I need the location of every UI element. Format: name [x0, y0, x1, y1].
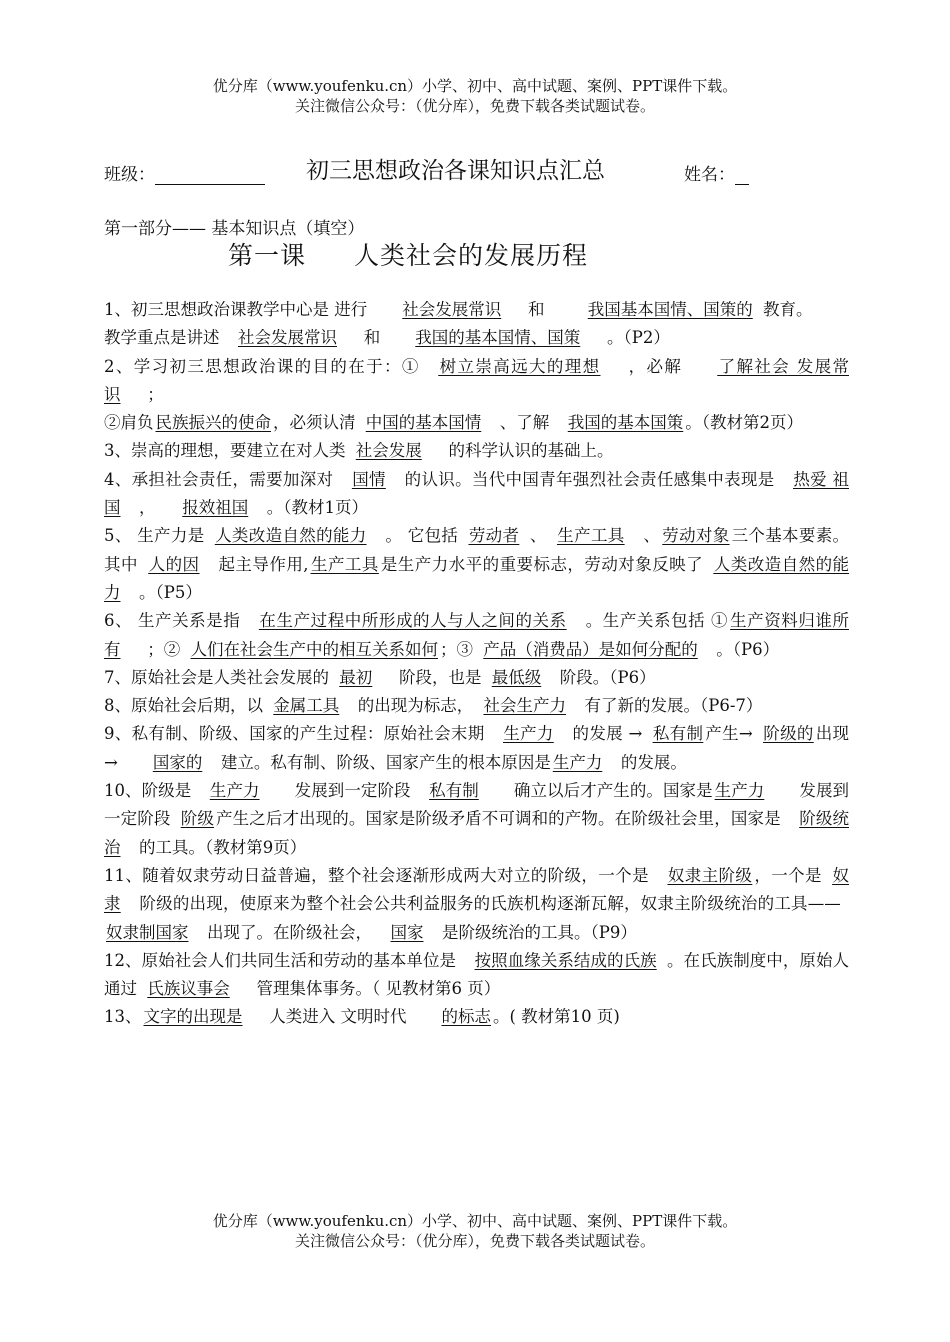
item-12: [104, 947, 849, 1004]
text: 的工具。（教材第9页）: [139, 837, 307, 857]
item-7: [104, 664, 849, 692]
class-blank: [155, 168, 265, 185]
name-label: 姓名：: [684, 165, 735, 185]
answer: 文字的出现是: [143, 1007, 243, 1027]
text: 的发展。: [620, 752, 687, 772]
answer: 热爱 祖国: [104, 469, 849, 518]
lesson-name: 人类社会的发展历程: [354, 241, 589, 270]
text: ，: [139, 498, 156, 518]
text: 产生→: [705, 724, 753, 744]
answer: 产品（消费品）是如何分配的: [483, 639, 698, 659]
item-11: [104, 862, 849, 947]
text: 9、私有制、阶级、国家的产生过程：原始社会末期: [104, 724, 485, 744]
item-4: [104, 466, 849, 523]
class-label: 班级：: [104, 165, 155, 185]
text: 的出现为标志，: [357, 696, 474, 716]
item-6: [104, 607, 849, 664]
answer: 生产力: [503, 724, 554, 744]
answer: 社会发展常识: [238, 328, 337, 348]
text: 人类进入 文明时代: [269, 1007, 407, 1027]
lesson-number: 第一课: [228, 241, 307, 270]
page-header: [0, 76, 950, 116]
text: 。（P2）: [607, 328, 670, 348]
item-8: [104, 692, 849, 720]
text: 、: [643, 526, 661, 546]
text: 发展到一定阶段: [104, 781, 849, 829]
answer: 民族振兴的使命: [155, 413, 271, 433]
text: ；②: [147, 639, 181, 659]
item-2-cont: [104, 409, 849, 437]
answer: 生产力: [714, 781, 765, 801]
answer: 我国的基本国情、国策: [415, 328, 581, 348]
text: 的科学认识的基础上。: [448, 441, 614, 461]
answer: 在生产过程中所形成的人与人之间的关系: [258, 611, 567, 631]
text: 发展到一定阶段: [294, 781, 411, 801]
answer: 社会发展: [355, 441, 422, 461]
item-3: [104, 437, 849, 465]
text: 教育。: [763, 300, 813, 319]
answer: 奴隶: [104, 865, 850, 914]
answer: 最低级: [491, 667, 542, 687]
text: 的发展 →: [572, 724, 643, 744]
answer: 我国的基本国策: [567, 413, 684, 433]
text: 阶级的出现，使原来为整个社会公共利益服务的氏族机构逐渐瓦解，奴隶主阶级统治的工具——: [139, 894, 841, 914]
text: 出现了。在阶级社会，: [207, 922, 372, 942]
text: 。( 教材第10 页): [493, 1007, 620, 1027]
text: ②肩负: [104, 413, 154, 433]
text: 、: [529, 526, 547, 546]
answer: 国家的: [152, 752, 203, 772]
answer: 生产工具: [310, 554, 379, 574]
answer: 人的因: [148, 554, 200, 574]
item-13: [104, 1003, 849, 1031]
text: 10、阶级是: [104, 781, 192, 801]
text: 。（教材1页）: [266, 498, 368, 518]
answer: 国情: [351, 469, 386, 489]
text: 6、 生产关系是指: [104, 611, 241, 631]
item-1-cont: [104, 324, 849, 352]
text: ；③: [440, 639, 473, 659]
answer: 了解社会 发展常识: [104, 356, 849, 404]
text: 起主导作用,: [218, 554, 309, 574]
answer: 最初: [339, 667, 373, 687]
answer: 金属工具: [273, 696, 340, 716]
header-line-1: 优分库（www.youfenku.cn）小学、初中、高中试题、案例、PPT课件下载。: [212, 77, 738, 95]
name-field: [684, 160, 749, 185]
text: 阶段，也是: [399, 667, 482, 687]
text: 建立。私有制、阶级、国家产生的根本原因是: [220, 752, 551, 772]
answer: 生产力: [552, 752, 603, 772]
answer: 人类改造自然的能力: [104, 554, 850, 602]
answer: 生产力: [209, 781, 260, 801]
text: 1、初三思想政治课教学中心是 进行: [104, 300, 368, 319]
answer: 国家: [390, 922, 424, 942]
text: 7、原始社会是人类社会发展的: [104, 667, 329, 687]
footer-line-2: 关注微信公众号：（优分库），免费下载各类试题试卷。: [294, 1232, 655, 1250]
text: 。（P5）: [139, 582, 202, 602]
text: 管理集体事务。（ 见教材第6 页）: [256, 979, 501, 999]
class-field: [104, 160, 265, 185]
answer: 私有制: [429, 781, 479, 801]
answer: 报效祖国: [182, 498, 249, 518]
text: 和: [528, 300, 545, 319]
text: 8、原始社会后期，以: [104, 696, 263, 716]
text: 有了新的发展。（P6-7）: [584, 696, 763, 716]
text: 3、崇高的理想，要建立在对人类: [104, 441, 346, 461]
answer: 私有制: [652, 724, 704, 744]
text: 13、: [104, 1007, 142, 1027]
text: 2、学习初三思想政治课的目的在于：①: [104, 356, 420, 376]
text: 和: [363, 328, 381, 348]
item-9: [104, 720, 849, 777]
document-title: 初三思想政治各课知识点汇总: [306, 158, 605, 184]
text: 、了解: [499, 413, 550, 433]
answer: 社会发展常识: [402, 300, 502, 319]
page-footer: [0, 1211, 950, 1251]
answer: 按照血缘关系结成的氏族: [474, 950, 657, 970]
lesson-heading: [228, 236, 588, 272]
text: 的认识。当代中国青年强烈社会责任感集中表现是: [404, 469, 775, 489]
answer: 劳动对象: [662, 526, 730, 546]
text: 。 它包括: [385, 526, 459, 546]
text: 出现 →: [104, 724, 850, 772]
item-5: [104, 522, 849, 607]
text: 。（P6）: [716, 639, 780, 659]
text: 4、承担社会责任，需要加深对: [104, 469, 334, 489]
footer-line-1: 优分库（www.youfenku.cn）小学、初中、高中试题、案例、PPT课件下载。: [212, 1212, 738, 1230]
part-heading: 第一部分—— 基本知识点（填空）: [104, 219, 365, 239]
text: ，必解: [627, 356, 683, 376]
text: 。（教材第2页）: [685, 413, 803, 433]
name-blank: [735, 168, 749, 185]
text: 11、随着奴隶劳动日益普遍，整个社会逐渐形成两大对立的阶级，一个是: [104, 865, 649, 885]
title-line: [104, 152, 864, 184]
answer: 阶级: [180, 809, 215, 829]
text: ，一个是: [754, 865, 822, 885]
answer: 生产工具: [556, 526, 625, 546]
item-10: [104, 777, 849, 862]
text: 。在氏族制度中，原始人通过: [104, 950, 850, 999]
text: 三个基本要素。其中: [104, 526, 850, 574]
text: ，必须认清: [273, 413, 356, 433]
answer: 的标志: [441, 1007, 491, 1027]
answer: 人们在社会生产中的相互关系如何: [190, 639, 438, 659]
text: 。生产关系包括 ①: [585, 611, 729, 631]
text: 是生产力水平的重要标志，劳动对象反映了: [380, 554, 704, 574]
header-line-2: 关注微信公众号：（优分库），免费下载各类试题试卷。: [294, 97, 655, 115]
answer: 人类改造自然的能力: [214, 526, 367, 546]
item-2: [104, 353, 849, 410]
answer: 奴隶主阶级: [667, 865, 753, 885]
text: 12、原始社会人们共同生活和劳动的基本单位是: [104, 950, 457, 970]
answer: 劳动者: [468, 526, 520, 546]
answer: 树立崇高远大的理想: [438, 356, 601, 376]
item-1: [104, 296, 849, 324]
text: 是阶级统治的工具。（P9）: [442, 922, 637, 942]
answer: 氏族议事会: [147, 979, 230, 999]
answer: 阶级的: [762, 724, 814, 744]
text: 教学重点是讲述: [104, 328, 220, 348]
answer: 社会生产力: [483, 696, 566, 716]
answer: 阶级统治: [104, 809, 850, 857]
text: ；: [147, 384, 164, 404]
text: 5、 生产力是: [104, 526, 205, 546]
text: 阶段。（P6）: [559, 667, 656, 687]
answer: 中国的基本国情: [365, 413, 482, 433]
text: 产生之后才出现的。国家是阶级矛盾不可调和的产物。在阶级社会里，国家是: [216, 809, 781, 829]
answer: 生产资料归谁所有: [104, 611, 850, 659]
answer: 奴隶制国家: [106, 922, 189, 942]
knowledge-points: [104, 296, 849, 1032]
answer: 我国基本国情、国策的: [587, 300, 753, 319]
text: 确立以后才产生的。国家是: [513, 781, 713, 801]
